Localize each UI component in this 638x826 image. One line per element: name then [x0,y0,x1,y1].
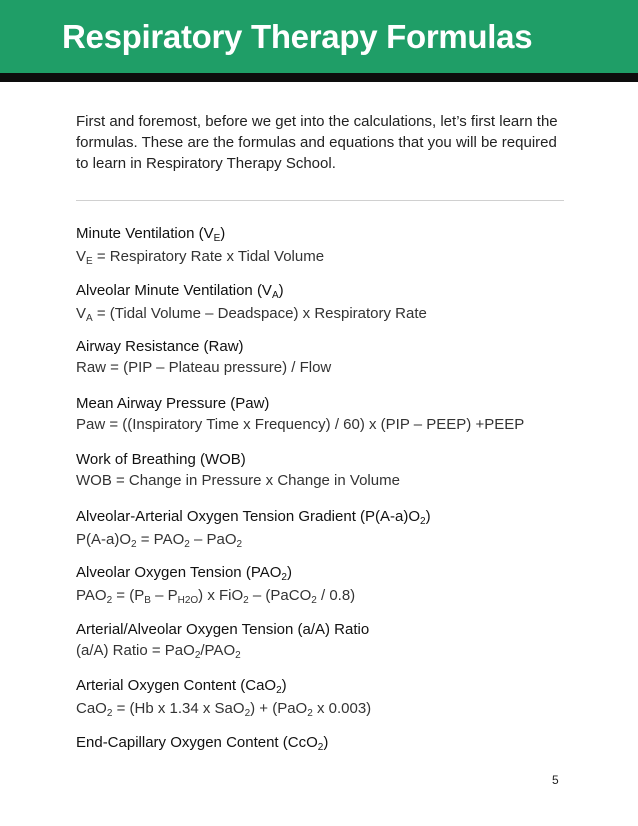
page-number: 5 [552,773,559,787]
subscript: 2 [281,572,287,583]
formula-airway-resistance [76,336,576,378]
subscript: H2O [177,595,199,606]
formula-mean-airway-pressure [76,393,576,435]
subscript: 2 [184,539,190,550]
subscript: 2 [194,650,201,661]
formula-aA-ratio [76,619,576,663]
subscript: 2 [235,650,241,661]
intro-paragraph: First and foremost, before we get into the calculations, let’s first learn the formulas. These are the formulas and equations that you will be required to learn in Respiratory Therapy School. [76,113,558,172]
formula-equation: Raw = (PIP – Plateau pressure) / Flow [76,359,332,376]
formula-arterial-oxygen-content [76,675,576,721]
formula-title: Work of Breathing (WOB) [76,451,246,468]
formula-title: End-Capillary Oxygen Content (CcO$_2$) [76,734,329,753]
divider [76,200,564,201]
subscript: 2 [311,595,317,606]
subscript: A [271,290,279,301]
formula-equation: $V_E$ = Respiratory Rate x Tidal Volume [76,248,325,267]
subscript: A [86,313,93,324]
formula-equation: (a/A) Ratio = $PaO_2/PAO_2$ [76,642,241,661]
formula-title: Minute Ventilation $(V_E)$ [76,225,226,244]
subscript: 2 [106,708,113,719]
formula-equation: $PAO_2 = (P_B - P_{H2O})$ x FiO$_2$ – (PaCO$_2$ / 0.8) [76,587,356,606]
subscript: 2 [244,708,251,719]
subscript: B [144,595,151,606]
subscript: 2 [236,539,243,550]
formula-equation: $P(A-a)O_2 = PAO_2 - PaO_2$ [76,531,243,550]
subscript: 2 [243,595,249,606]
page-title: Respiratory Therapy Formulas [62,18,533,55]
subscript: E [213,233,221,244]
formula-alveolar-minute-ventilation [76,280,576,326]
formula-title: Arterial/Alveolar Oxygen Tension (a/A) Ratio [76,621,370,638]
header-rule [0,73,638,82]
formula-title: Airway Resistance (Raw) [76,338,244,355]
formula-work-of-breathing [76,449,576,491]
formula-title: Mean Airway Pressure (Paw) [76,395,270,412]
subscript: 2 [276,685,282,696]
formula-title: Alveolar Oxygen Tension $(PAO_2)$ [76,564,292,583]
formula-title: Alveolar Minute Ventilation $(V_A)$ [76,282,284,301]
formula-title: Arterial Oxygen Content (CaO$_2$) [76,677,287,696]
formula-equation: WOB = Change in Pressure x Change in Volume [76,472,400,489]
formula-equation: CaO$_2$ = (Hb x 1.34 x SaO$_2$) + (PaO$_2$ x 0.003) [76,700,372,719]
subscript: 2 [317,742,324,753]
formula-minute-ventilation [76,223,576,269]
formula-aa-gradient [76,506,576,552]
formula-end-capillary-oxygen-content [76,732,576,755]
subscript: 2 [307,708,313,719]
subscript: 2 [106,595,113,606]
subscript: 2 [420,516,426,527]
formula-alveolar-oxygen-tension [76,562,576,608]
subscript: E [86,256,93,267]
subscript: 2 [131,539,137,550]
formula-title: Alveolar-Arterial Oxygen Tension Gradient $(P(A-a)O_2)$ [76,508,431,527]
formula-equation: Paw = ((Inspiratory Time x Frequency) / 60) x (PIP – PEEP) +PEEP [76,416,525,433]
formula-equation: $V_A$ = (Tidal Volume – Deadspace) x Respiratory Rate [76,305,427,324]
